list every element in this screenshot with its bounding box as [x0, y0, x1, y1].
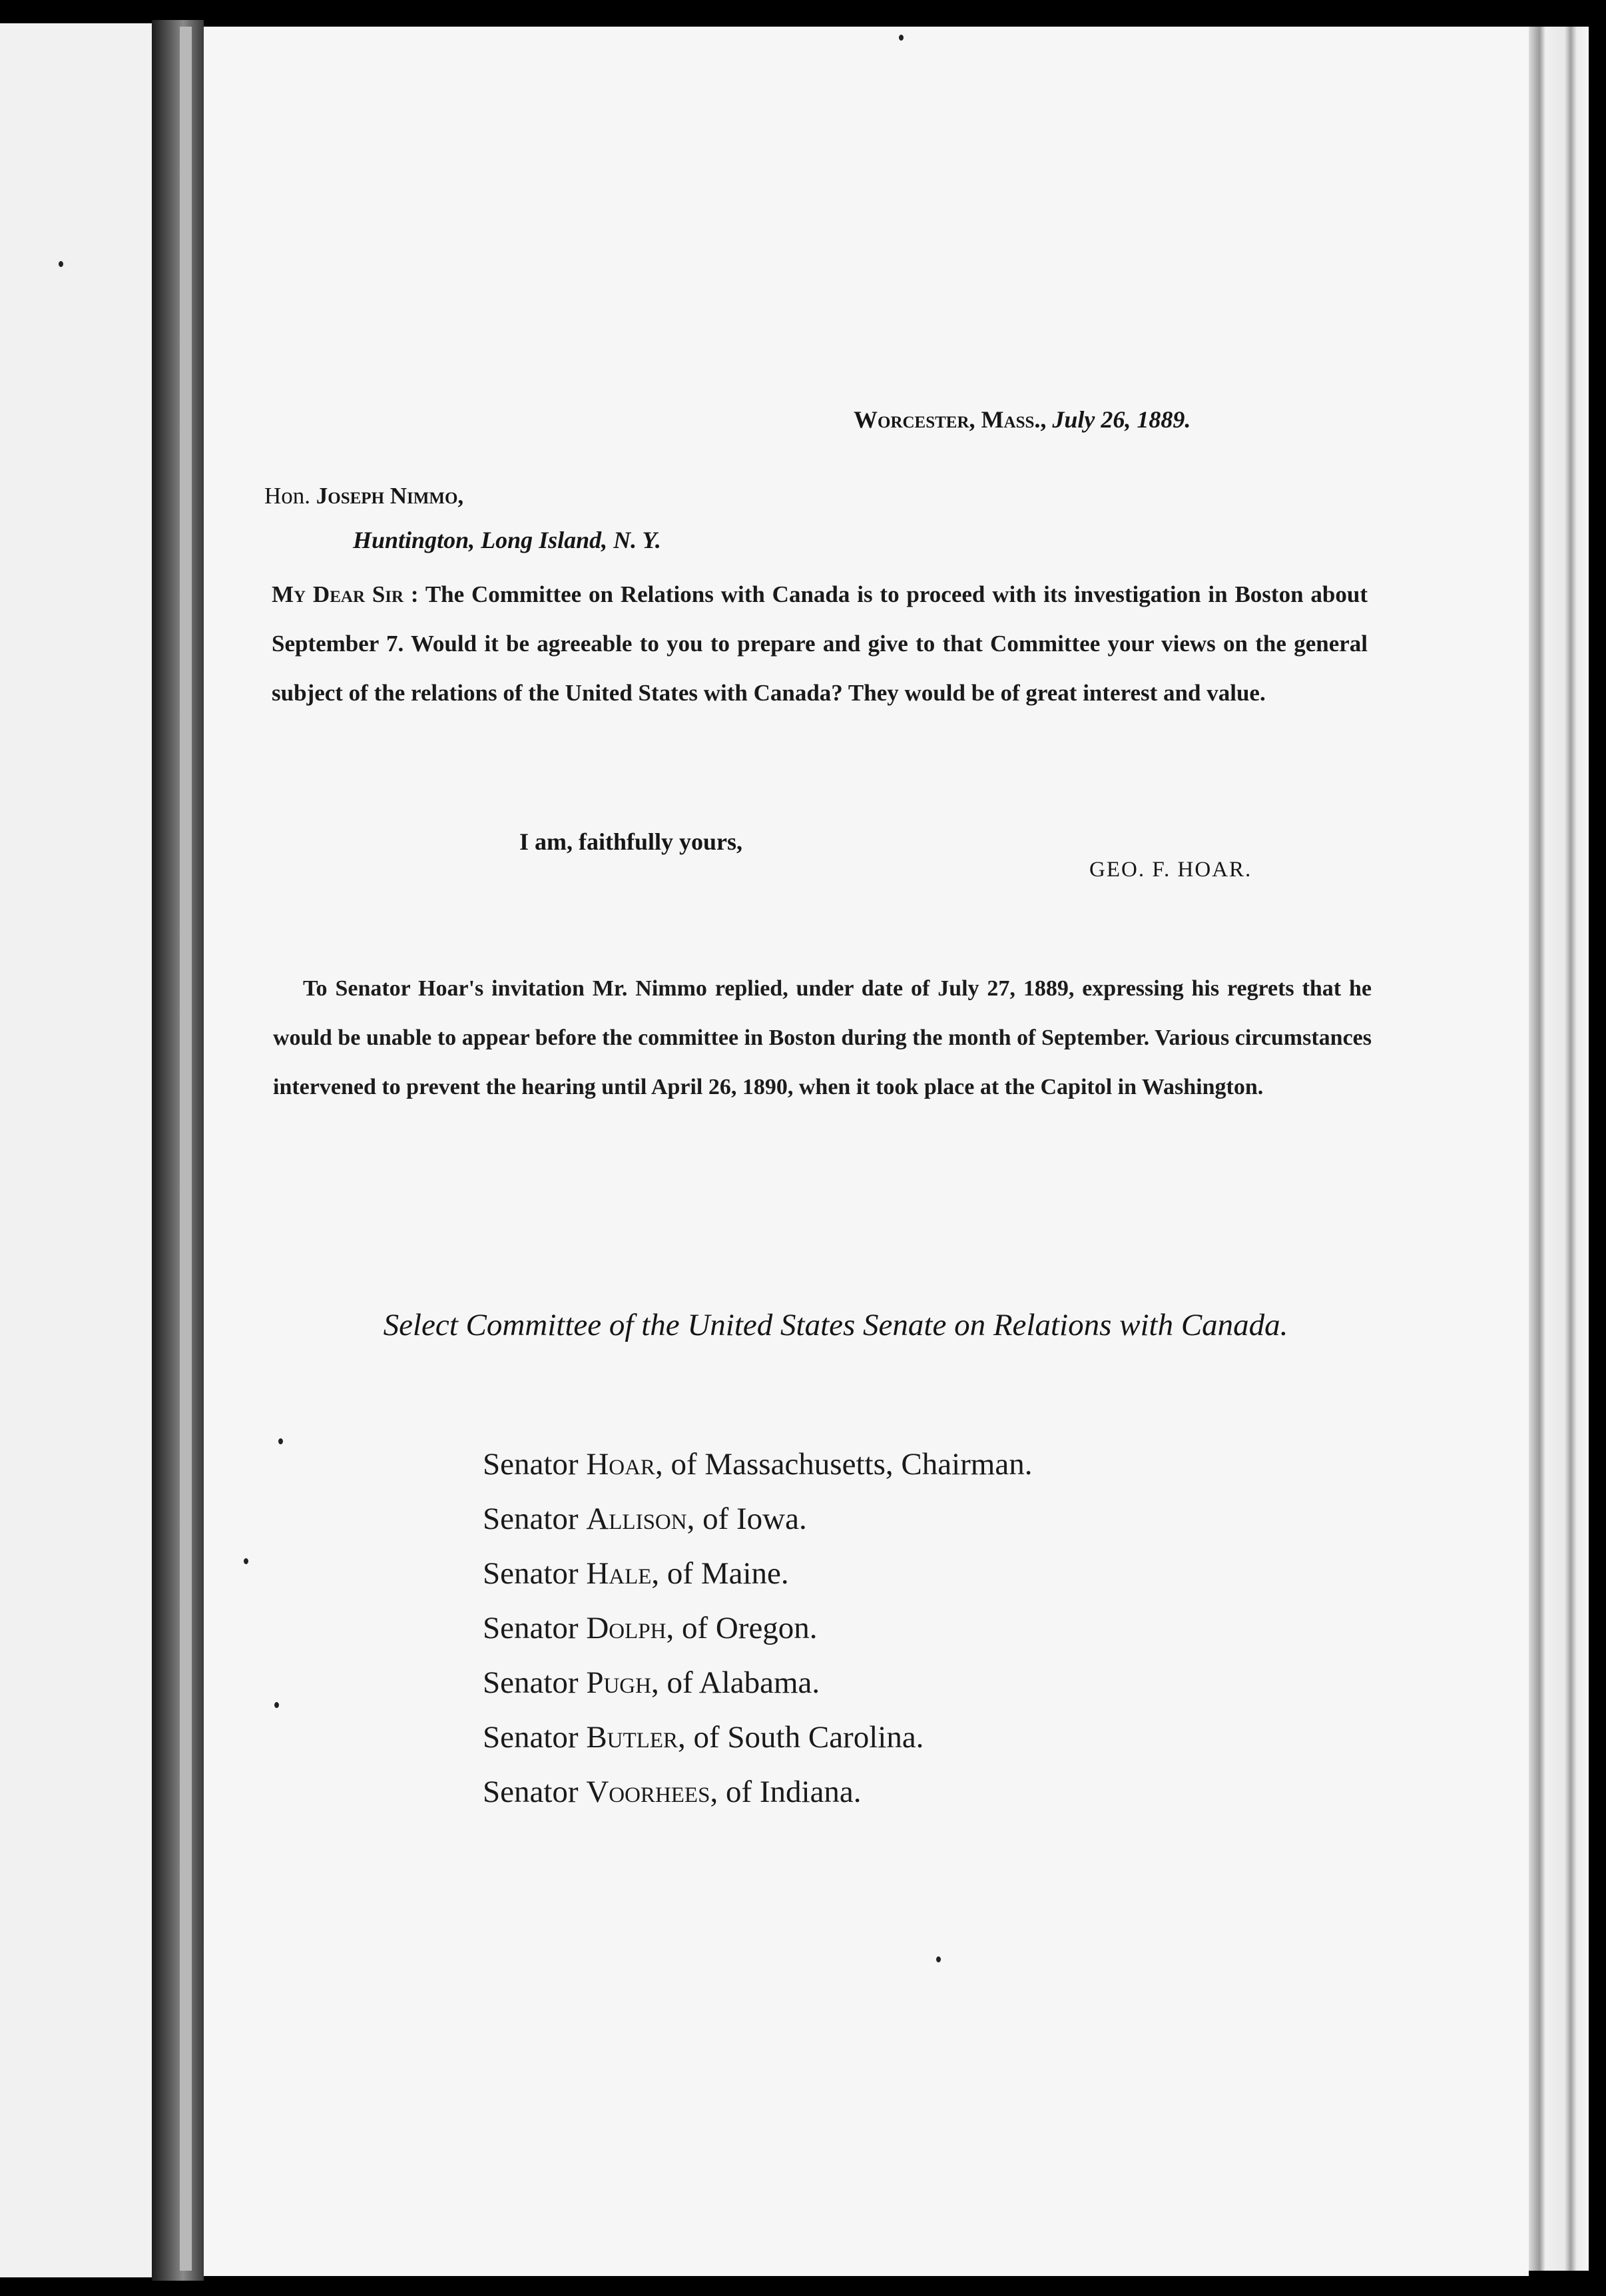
member-name: Hale	[586, 1556, 652, 1591]
member-state: , of Iowa.	[686, 1502, 807, 1536]
committee-title: Select Committee of the United States Senate on Relations with Canada.	[383, 1308, 1288, 1342]
member-name: Dolph	[586, 1611, 667, 1645]
member-title: Senator	[483, 1720, 579, 1755]
gutter-highlight	[180, 27, 192, 2271]
dateline-place: Worcester, Mass.,	[854, 406, 1047, 433]
committee-member	[483, 1710, 1032, 1765]
letter-body-paragraph	[272, 570, 1368, 718]
scan-speck	[59, 261, 63, 267]
committee-member	[483, 1765, 1032, 1819]
committee-member	[483, 1546, 1032, 1601]
scan-speck	[899, 35, 904, 41]
member-title: Senator	[483, 1556, 579, 1591]
member-state: , of South Carolina.	[678, 1720, 924, 1755]
letter-body: The Committee on Relations with Canada is to proceed with its investigation in Boston about September 7. Would it be agreeable to you to prepare and give to that Committee your views on the general subject of the relations of the United States with Canada? They would be of great interest and value.	[272, 581, 1368, 706]
member-title: Senator	[483, 1665, 579, 1700]
letter-address: Huntington, Long Island, N. Y.	[353, 527, 661, 553]
scan-speck	[274, 1702, 279, 1708]
scan-speck	[244, 1558, 248, 1564]
member-title: Senator	[483, 1775, 579, 1809]
letter-closing: I am, faithfully yours,	[519, 828, 743, 855]
scan-speck	[278, 1438, 283, 1444]
member-name: Butler	[586, 1720, 678, 1755]
member-title: Senator	[483, 1611, 579, 1645]
committee-member	[483, 1655, 1032, 1710]
member-state: , of Oregon.	[666, 1611, 818, 1645]
scan-speck	[936, 1956, 941, 1962]
document-page	[204, 27, 1529, 2276]
dateline-date: July 26, 1889.	[1052, 406, 1191, 433]
addressee-name: Joseph Nimmo,	[316, 483, 464, 509]
member-state: , of Alabama.	[651, 1665, 820, 1700]
book-gutter	[152, 20, 204, 2281]
page-edges	[1529, 27, 1589, 2271]
facing-page	[0, 23, 152, 2277]
member-name: Hoar	[586, 1447, 655, 1482]
member-state: , of Indiana.	[710, 1775, 862, 1809]
member-state: , of Maine.	[651, 1556, 789, 1591]
member-name: Allison	[586, 1502, 687, 1536]
committee-member-list	[483, 1437, 1032, 1819]
member-title: Senator	[483, 1447, 579, 1482]
member-title: Senator	[483, 1502, 579, 1536]
letter-signature: GEO. F. HOAR.	[1089, 858, 1252, 882]
member-name: Pugh	[586, 1665, 651, 1700]
member-state: , of Massachusetts, Chairman.	[655, 1447, 1033, 1482]
addressee-prefix: Hon.	[264, 483, 311, 509]
committee-member	[483, 1492, 1032, 1546]
letter-addressee	[264, 484, 463, 507]
committee-member	[483, 1601, 1032, 1655]
reply-paragraph: To Senator Hoar's invitation Mr. Nimmo replied, under date of July 27, 1889, expressing his regrets that he would be unable to appear before the committee in Boston during the month of September. Various circumstances intervened to prevent the hearing until April 26, 1890, when it took place at the Capitol in Washington.	[273, 976, 1372, 1099]
letter-salutation: My Dear Sir :	[272, 581, 419, 607]
member-name: Voorhees	[586, 1775, 710, 1809]
committee-member	[483, 1437, 1032, 1492]
letter-dateline	[854, 408, 1191, 431]
